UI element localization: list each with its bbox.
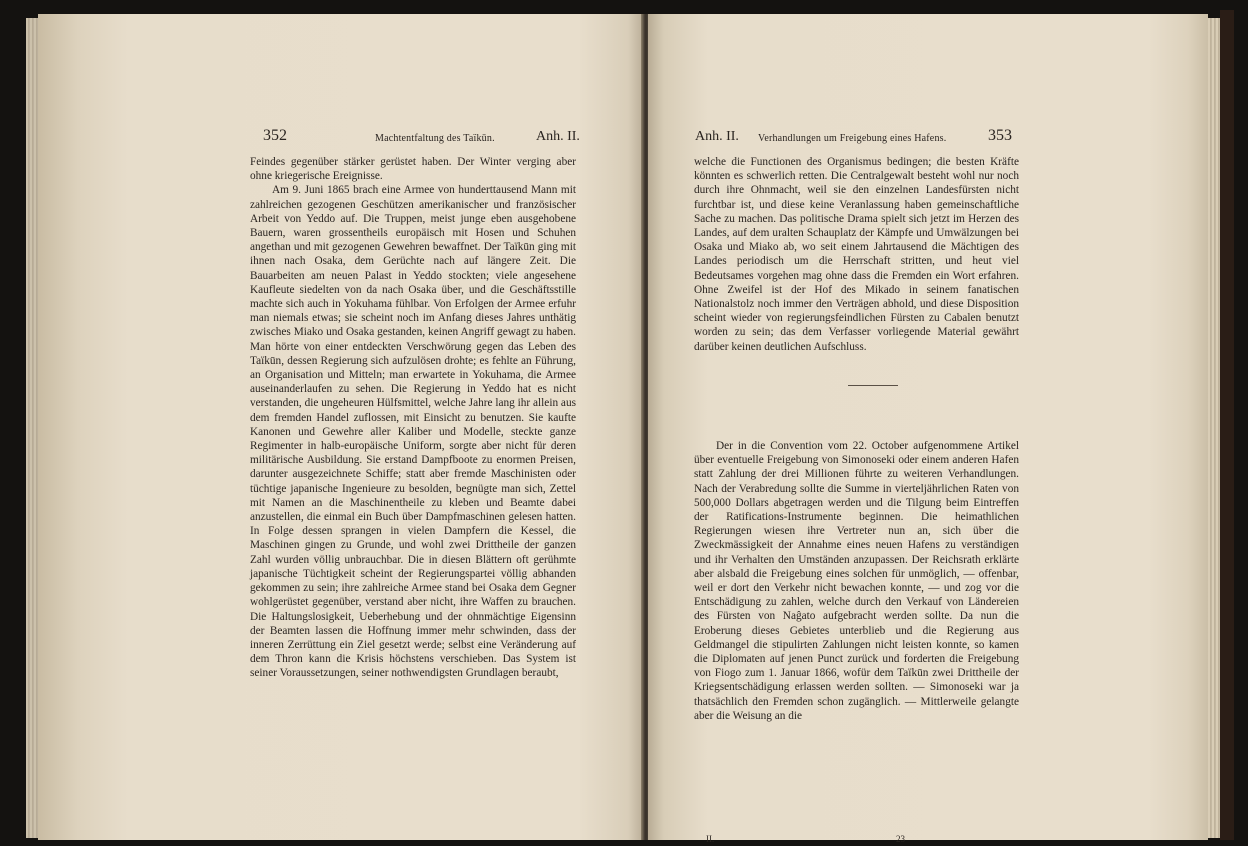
page-number-left: 352 — [263, 127, 287, 144]
running-head-left: Machtentfaltung des Taïkūn. — [375, 133, 495, 144]
right-page-header — [648, 127, 1208, 151]
running-head-right: Verhandlungen um Freigebung eines Hafens. — [758, 133, 947, 144]
signature-number: 23 — [896, 834, 905, 844]
page-number-right: 353 — [988, 127, 1012, 144]
left-page — [38, 14, 644, 840]
paragraph: Am 9. Juni 1865 brach eine Armee von hunderttausend Mann mit zahlreichen gezogenen Geschützen amerikanischer und französischer Arbeit von Yeddo auf. Die Truppen, meist junge eben ausgehobene Bauern, waren grossentheils europäisch mit Hosen und Schuhen angethan und mit gezogenen Gewehren bewaffnet. Der Taïkūn ging mit ihnen nach Osaka, dem Gerüchte nach auf längere Zeit. Die Bauarbeiten am neuen Palast in Yeddo stockten; viele angesehene Kaufleute siedelten von da nach Osaka über, und die Geschäftsstille machte sich auch in Yokuhama fühlbar. Von Erfolgen der Armee erfuhr man niemals etwas; sie scheint noch im Anfang dieses Jahres unthätig zwisches Miako und Osaka gestanden, keinen Angriff gewagt zu haben. Man hörte von einer entdeckten Verschwörung gegen das Leben des Taïkūn, dessen Regierung sich aufzulösen drohte; es fehlte an Führung, an Organisation und Mitteln; man erwartete in Yokuhama, die Armee auseinanderlaufen zu sehen. Die Regierung in Yeddo hat es nicht verstanden, die ungeheuren Hülfsmittel, welche Jahre lang ihr allein aus dem fremden Handel zuflossen, mit Einsicht zu benutzen. Sie kaufte Kanonen und Gewehre aller Kaliber und Modelle, steckte ganze Regimenter in halb-europäische Uniform, sorgte aber nicht für deren militärische Ausbildung. Sie erstand Dampfboote zu enormen Preisen, darunter ausgezeichnete Schiffe; statt aber fremde Maschinisten oder tüchtige japanische Ingenieure zu besolden, begnügte man sich, Zettel mit Namen an die Maschinentheile zu kleben und Beamte dabei anzustellen, die einmal ein Buch über Dampfmaschinen gelesen hatten. In Folge dessen sprangen in vielen Dampfern die Kessel, die Maschinen gingen zu Grunde, und wohl zwei Drittheile der ganzen Zahl wurden völlig unbrauchbar. Die in diesen Blättern oft gerühmte japanische Tüchtigkeit scheint der Regierungspartei völlig abhanden gekommen zu sein; ihre zahlreiche Armee stand bei Osaka dem Gegner wohlgerüstet gegenüber, verstand aber nicht, ihre Waffen zu brauchen. Die Haltungslosigkeit, Ueberhebung und der ohnmächtige Eigensinn der Beamten lassen die Hoffnung immer mehr schwinden, dass der inneren Zerrüttung ein Ziel gesetzt werde; selbst eine Veränderung auf dem Thron kann die Krisis höchstens verschieben. Das System ist seiner Voraussetzungen, seiner nothwendigsten Grundlagen beraubt, — [250, 184, 576, 680]
right-page-body-top — [694, 155, 1019, 354]
left-page-body — [250, 155, 576, 681]
section-divider — [848, 385, 898, 386]
paragraph: Der in die Convention vom 22. October aufgenommene Artikel über eventuelle Freigebung von Simonoseki oder einem anderen Hafen statt Zahlung der drei Millionen führte zu weiteren Verhandlungen. Nach der Verabredung sollte die Summe in vierteljährlichen Raten von 500,000 Dollars abgetragen werden und die Tilgung beim Eintreffen der Ratifications-Instrumente beginnen. Die heimathlichen Regierungen wiesen ihre Vertreter nun an, sich über die Zweckmässigkeit der Annahme eines neuen Hafens zu verständigen und ihr Verhalten den Umständen anzupassen. Der Reichsrath erklärte aber alsbald die Freigebung eines solchen für unmöglich, — offenbar, weil er dort den Verkehr nicht bewachen konnte, — und zog vor die Entschädigung zu zahlen, welche durch den Verkauf von Ländereien des Fürsten von Naĝato aufgebracht werden sollte. Da nun die Eroberung dieses Gebietes unterblieb und die Regierung aus Geldmangel die stipulirten Zahlungen nicht leisten konnte, so kamen die Diplomaten auf jenen Punct zurück und forderten die Freigebung von Fiogo zum 1. Januar 1866, wofür dem Taïkūn zwei Drittheile der Kriegsentschädigung erlassen werden sollten. — Simonoseki war ja thatsächlich den Fremden schon zugänglich. — Mittlerweile gelangte aber die Weisung an die — [694, 440, 1019, 722]
book-cover-edge — [1220, 10, 1234, 840]
signature-mark: II. — [706, 834, 715, 844]
left-page-header — [38, 127, 644, 151]
paragraph: Feindes gegenüber stärker gerüstet haben. Der Winter verging aber ohne kriegerische Ereignisse. — [250, 156, 576, 183]
section-label-left: Anh. II. — [536, 129, 580, 144]
right-page-body-bottom — [694, 439, 1019, 723]
paragraph: welche die Functionen des Organismus bedingen; die besten Kräfte könnten es schwerlich retten. Die Centralgewalt besteht wohl nur noch durch ihre Ohnmacht, weil sie den einzelnen Landesfürsten nicht furchtbar ist, und diese keine Veranlassung haben gemeinschaftliche Sache zu machen. Das politische Drama spielt sich jetzt im Herzen des Landes, auf dem uralten Schauplatz der Kämpfe und Umwälzungen bei Osaka und Miako ab, wo seit einem Jahrtausend die Mächtigen des Landes periodisch um die Herrschaft stritten, und heut viel Bedeutsames vorgehen mag ohne dass die Fremden ein Wort erfahren. Ohne Zweifel ist der Hof des Mikado in seinem fanatischen Nationalstolz noch immer den Verträgen abhold, und diese Disposition scheint wieder von regierungsfeindlichen Fürsten zu Cabalen benutzt worden zu sein; das dem Verfasser vorliegende Material gewährt darüber keinen deutlichen Aufschluss. — [694, 156, 1019, 353]
right-page — [648, 14, 1208, 844]
section-label-right: Anh. II. — [695, 129, 739, 144]
